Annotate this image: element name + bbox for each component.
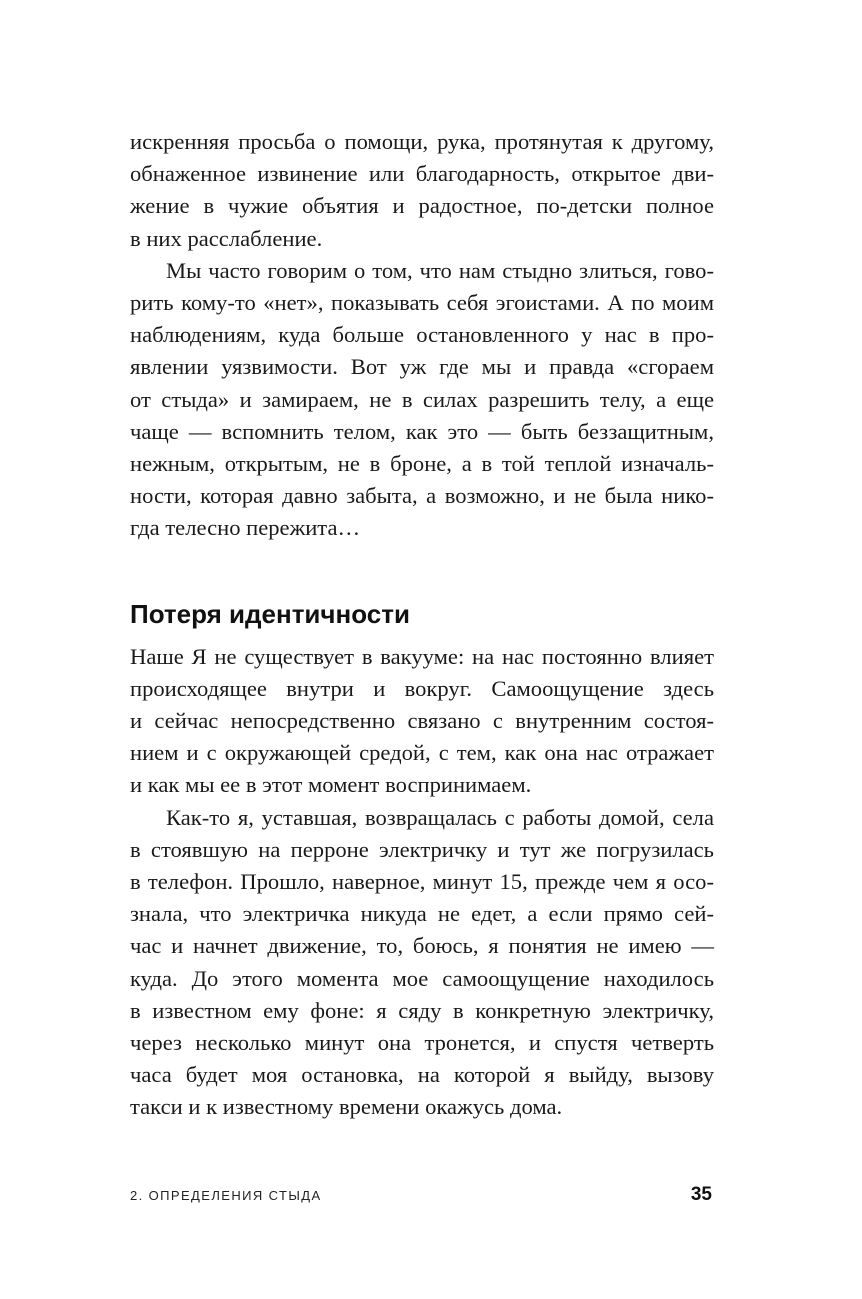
- text-line: искренняя просьба о помощи, рука, протянутая к другому,: [130, 129, 714, 154]
- text-line: ности, которая давно забыта, а возможно, и не была нико-: [130, 483, 714, 509]
- paragraph-4: [130, 802, 714, 1124]
- text-line: Наше Я не существует в вакууме: на нас постоянно влияет: [130, 643, 714, 669]
- paragraph-3: [130, 641, 714, 802]
- text-line: чаще — вспомнить телом, как это — быть беззащитным,: [130, 418, 714, 444]
- text-line: в известном ему фоне: я сяду в конкретную электричку,: [130, 997, 714, 1023]
- text-line: жение в чужие объятия и радостное, по-детски полное: [130, 193, 714, 219]
- text-line: нежным, открытым, не в броне, а в той теплой изначаль-: [130, 451, 714, 477]
- text-line: явлении уязвимости. Вот уж где мы и правда «сгораем: [130, 354, 714, 380]
- text-line: и сейчас непосредственно связано с внутренним состоя-: [130, 708, 714, 734]
- text-line: Как-то я, уставшая, возвращалась с работы домой, села: [166, 804, 714, 830]
- text-line: в стоявшую на перроне электричку и тут же погрузилась: [130, 836, 714, 862]
- text-line: гда телесно пережита…: [130, 515, 361, 541]
- page-number: 35: [690, 1184, 712, 1205]
- text-line: через несколько минут она тронется, и спустя четверть: [130, 1030, 714, 1056]
- paragraph-1: [130, 126, 714, 255]
- text-line: наблюдениям, куда больше остановленного у нас в про-: [130, 322, 714, 348]
- text-line: Мы часто говорим о том, что нам стыдно злиться, гово-: [166, 257, 714, 283]
- section-heading: Потеря идентичности: [130, 598, 410, 629]
- text-line: в них расслабление.: [130, 225, 323, 251]
- text-line: куда. До этого момента мое самоощущение находилось: [130, 965, 714, 991]
- page-body: [130, 126, 714, 1124]
- running-chapter-title: 2. ОПРЕДЕЛЕНИЯ СТЫДА: [130, 1188, 322, 1203]
- text-line: знала, что электричка никуда не едет, а если прямо сей-: [130, 901, 714, 927]
- text-line: в телефон. Прошло, наверное, минут 15, прежде чем я осо-: [130, 869, 714, 895]
- paragraph-2: [130, 255, 714, 545]
- text-line: часа будет моя остановка, на которой я выйду, вызову: [130, 1062, 714, 1088]
- text-line: происходящее внутри и вокруг. Самоощущение здесь: [130, 675, 714, 701]
- text-line: обнаженное извинение или благодарность, открытое дви-: [130, 161, 714, 187]
- text-line: нием и с окружающей средой, с тем, как она нас отражает: [130, 740, 714, 766]
- text-line: и как мы ее в этот момент воспринимаем.: [130, 772, 532, 798]
- page-footer: [130, 1184, 714, 1208]
- text-line: рить кому-то «нет», показывать себя эгоистами. А по моим: [130, 290, 714, 316]
- text-line: час и начнет движение, то, боюсь, я понятия не имею —: [130, 933, 714, 959]
- text-line: от стыда» и замираем, не в силах разрешить телу, а еще: [130, 386, 714, 412]
- text-line: такси и к известному времени окажусь дома.: [130, 1094, 563, 1120]
